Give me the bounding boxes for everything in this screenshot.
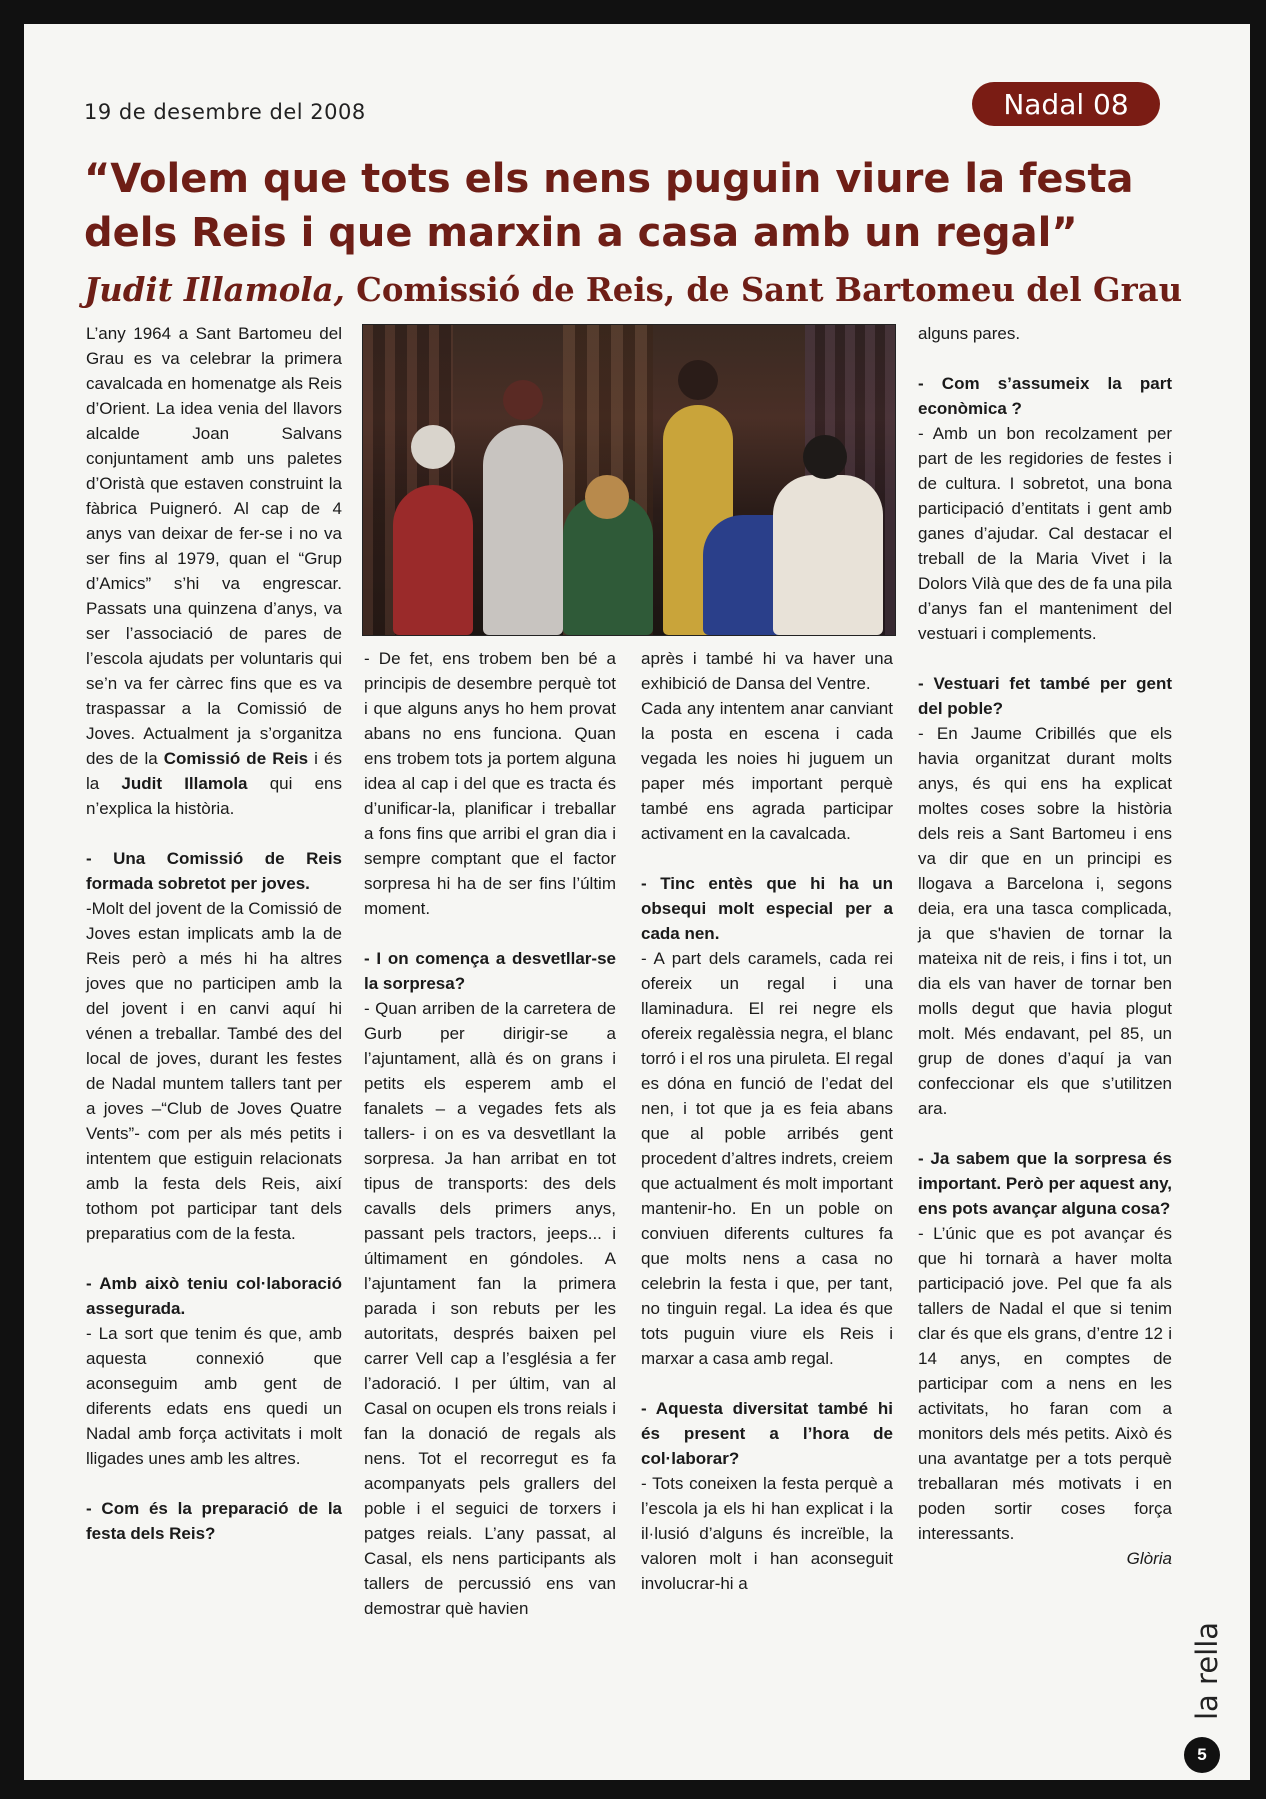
article-column-2 bbox=[364, 646, 616, 1621]
king-head-black bbox=[803, 435, 847, 479]
interviewee-name: Judit Illamola, bbox=[84, 270, 345, 309]
question: - Ja sabem que la sorpresa és important. Però per aquest any, ens pots avançar alguna cosa? bbox=[918, 1149, 1172, 1218]
answer: - Amb un bon recolzament per part de les regidories de festes i de cultura. I sobretot, una bona participació d’entitats i gent amb ganes d’ajudar. Cal destacar el treball de la Maria Vivet i la Dolors Vilà que des de fa una pila d’anys fan el manteniment del vestuari i complements. bbox=[918, 424, 1172, 643]
question: - I on comença a desvetllar-se la sorpresa? bbox=[364, 949, 616, 993]
page-head bbox=[503, 380, 543, 420]
answer: - Tots coneixen la festa perquè a l’escola ja els hi han explicat i la il·lusió d’alguns és increïble, la valoren molt i han aconseguit involucrar-hi a bbox=[641, 1474, 893, 1593]
issue-date: 19 de desembre del 2008 bbox=[84, 100, 366, 124]
magazine-page bbox=[24, 24, 1250, 1780]
intro-person: Judit Illamola bbox=[121, 774, 248, 793]
page-head-dark bbox=[678, 360, 718, 400]
answer: après i també hi va haver una exhibició de Dansa del Ventre. bbox=[641, 649, 893, 693]
article-column-1 bbox=[86, 321, 342, 1546]
magazine-name: la rella bbox=[1190, 1621, 1224, 1721]
king-head-gold bbox=[585, 475, 629, 519]
king-figure-ermine bbox=[773, 475, 883, 635]
question: - Vestuari fet també per gent del poble? bbox=[918, 674, 1172, 718]
question: - Com és la preparació de la festa dels Reis? bbox=[86, 1499, 342, 1543]
article-subhead bbox=[84, 268, 1183, 312]
answer: - En Jaume Cribillés que els havia organitzat durant molts anys, és qui ens ha explicat moltes coses sobre la història dels reis a Sant Bartomeu i ens va dir que en un principi es llogava a Barcelona i, segons deia, era una tasca complicada, ja que s'havien de tornar la mateixa nit de reis, i fins i tot, un dia els van haver de tornar ben molls degut que havia plogut molt. Més endavant, pel 85, un grup de dones d’aquí ja van confeccionar els que s’utilitzen ara. bbox=[918, 724, 1172, 1118]
answer: Cada any intentem anar canviant la posta en escena i cada vegada les noies hi juguem un paper més important perquè també ens agrada participar activament en la cavalcada. bbox=[641, 699, 893, 843]
answer: - Quan arriben de la carretera de Gurb per dirigir-se a l’ajuntament, allà és on grans i petits els esperem amb el fanalets – a vegades fets als tallers- i on es va desvetllant la sorpresa. Ja han arribat en tot tipus de transports: des dels cavalls dels primers anys, passant pels tractors, jeeps... i últimament en góndoles. A l’ajuntament fan la primera parada i son rebuts per les autoritats, després baixen pel carrer Vell cap a l’església a fer l’adoració. I per últim, van al Casal on ocupen els trons reials i fan la donació de regals als nens. Tot el recorregut es fa acompanyats pels grallers del poble i el seguici de torxers i patges reials. L’any passat, al Casal, els nens participants als tallers de percussió ens van demostrar què havien bbox=[364, 999, 616, 1618]
intro-text: L’any 1964 a Sant Bartomeu del Grau es va celebrar la primera cavalcada en homenatge als Reis d’Orient. La idea venia del llavors alcalde Joan Salvans conjuntament amb uns paletes d’Oristà que estaven construint la fàbrica Puigneró. Al cap de 4 anys van deixar de fer-se i no va ser fins al 1979, quan el “Grup d’Amics” s’hi va engrescar. Passats una quinzena d’anys, va ser l’associació de pares de l’escola ajudats per voluntaris qui se’n va fer càrrec fins que es va traspassar a la Comissió de Joves. Actualment ja s’organitza des de la bbox=[86, 324, 342, 768]
answer: -Molt del jovent de la Comissió de Joves estan implicats amb la de Reis però a més hi ha altres joves que no participen amb la del jovent i en canvi aquí hi vénen a treballar. També des del local de joves, durant les festes de Nadal muntem tallers tant per a joves –“Club de Joves Quatre Vents”- com per als més petits i intentem que estiguin relacionats amb la festa dels Reis, així tothom pot participar tant dels preparatius com de la festa. bbox=[86, 899, 342, 1243]
intro-org: Comissió de Reis bbox=[163, 749, 309, 768]
article-column-4 bbox=[918, 321, 1172, 1571]
answer: alguns pares. bbox=[918, 324, 1021, 343]
article-column-3 bbox=[641, 646, 893, 1596]
page-number: 5 bbox=[1184, 1737, 1220, 1773]
question: - Aquesta diversitat també hi és present a l’hora de col·laborar? bbox=[641, 1399, 893, 1468]
answer: - A part dels caramels, cada rei ofereix un regal i una llaminadura. El rei negre els ofereix regalèssia negra, el blanc torró i el ros una piruleta. El regal es dóna en funció de l’edat del nen, i tot que ja es feia abans que al poble arribés gent procedent d’altres indrets, creiem que actualment és molt important mantenir-ho. En un poble on conviuen diferents cultures fa que molts nens a casa no celebrin la festa i que, per tant, no tinguin regal. La idea és que tots puguin viure els Reis i marxar a casa amb regal. bbox=[641, 949, 893, 1368]
intro-text-3: qui ens n’explica la història. bbox=[86, 774, 342, 818]
intro-text-2: i és la bbox=[86, 749, 342, 793]
author-signoff: Glòria bbox=[1126, 1549, 1172, 1568]
article-headline: “Volem que tots els nens puguin viure la festa dels Reis i que marxin a casa amb un regal” bbox=[84, 156, 1134, 256]
three-kings-photo-icon bbox=[362, 324, 896, 636]
question: - Amb això teniu col·laboració assegurada. bbox=[86, 1274, 342, 1318]
page-figure bbox=[483, 425, 563, 635]
section-badge: Nadal 08 bbox=[972, 82, 1160, 126]
answer: - La sort que tenim és que, amb aquesta connexió que aconseguim amb gent de diferents edats ens quedi un Nadal amb força activitats i molt lligades unes amb les altres. bbox=[86, 1324, 342, 1468]
question: - Com s’assumeix la part econòmica ? bbox=[918, 374, 1172, 418]
question: - Tinc entès que hi ha un obsequi molt especial per a cada nen. bbox=[641, 874, 893, 943]
question: - Una Comissió de Reis formada sobretot per joves. bbox=[86, 849, 342, 893]
king-figure bbox=[393, 485, 473, 635]
king-head bbox=[411, 425, 455, 469]
interviewee-role: Comissió de Reis, de Sant Bartomeu del Grau bbox=[344, 270, 1183, 309]
answer: - L’únic que es pot avançar és que hi tornarà a haver molta participació jove. Pel que fa als tallers de Nadal el que si tenim clar és que els grans, d’entre 12 i 14 anys, en comptes de participar com a nens en les activitats, ho faran com a monitors dels més petits. Això és una avantatge per a tots perquè treballaran més motivats i en poden sortir coses força interessants. bbox=[918, 1224, 1172, 1543]
intro-paragraph bbox=[86, 321, 342, 821]
answer: - De fet, ens trobem ben bé a principis de desembre perquè tot i que alguns anys ho hem provat abans no ens funciona. Quan ens trobem tots ja portem alguna idea al cap i del que es tracta és d’unificar-la, planificar i treballar a fons fins que arribi el gran dia i sempre comptant que el factor sorpresa hi ha de ser fins l’últim moment. bbox=[364, 649, 616, 918]
